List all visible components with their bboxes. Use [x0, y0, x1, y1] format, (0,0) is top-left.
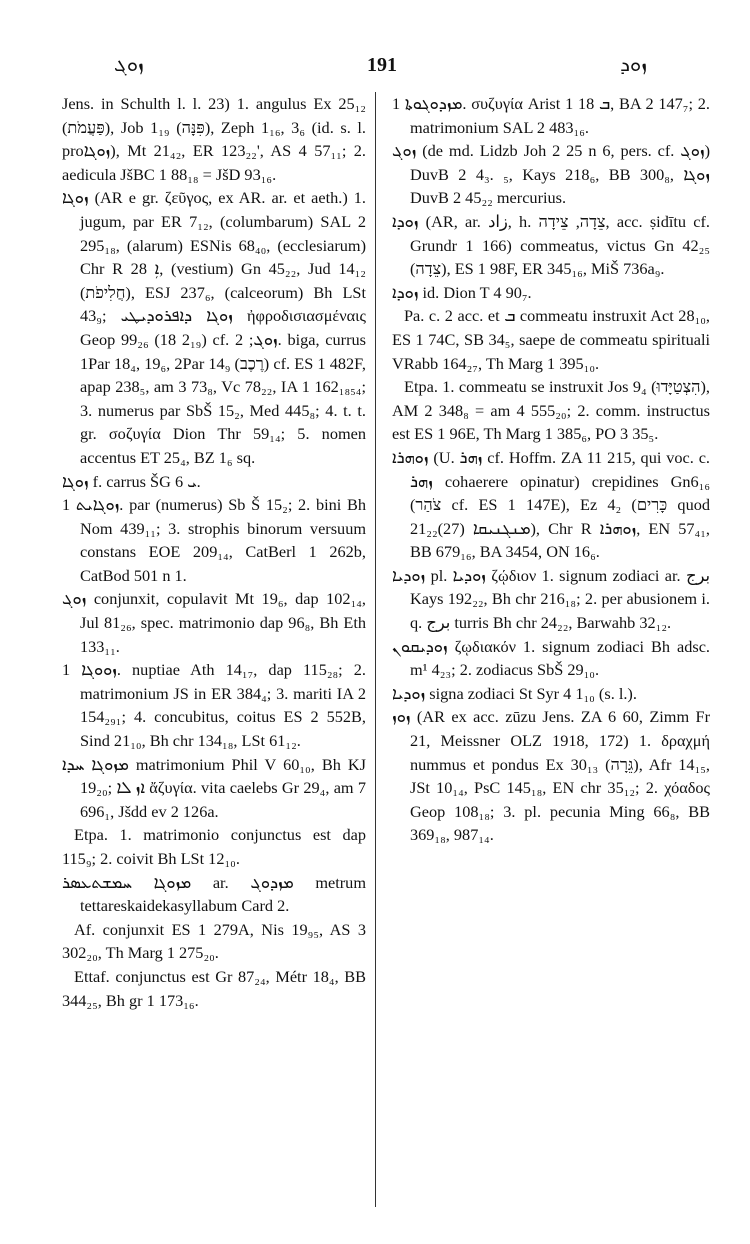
dictionary-entry: ܙܘܙ (AR ex acc. zūzu Jens. ZA 6 60, Zimm Fr 21, Meissner OLZ 1918, 172) 1. δραχμή nummus et pondus Ex 30₁₃ (גֵּרָה), Afr 14₁₅, JSt 10₁₄, PsC 145₁₈, EN chr 35₁₂; 2. χόαδος Geop 108₁₈; 3. pl. pecunia Ming 66₈, BB 369₁₈, 987₁₄. [392, 707, 710, 845]
left-column [62, 92, 366, 1012]
dictionary-entry: ܙܘܓ (de md. Lidzb Joh 2 25 n 6, pers. cf. ܙܘܓ) DuvB 2 4₃. ₅, Kays 218₆, BB 300₈, ܙܘܓܐ DuvB 2 45₂₂ mercurius. [392, 141, 710, 208]
column-divider [375, 92, 376, 1207]
right-column [392, 92, 710, 847]
dictionary-entry: ܙܘܓ conjunxit, copulavit Mt 19₆, dap 102₁₄, Jul 81₂₆, spec. matrimonio dap 96₈, Bh Eth 133₁₁. [62, 589, 366, 656]
page-header [62, 50, 702, 80]
dictionary-entry: ܙܘܕܝܩܘܢ ζῳδιακόν 1. signum zodiaci Bh adsc. m¹ 4₂₃; 2. zodiacus SbŠ 29₁₀. [392, 636, 710, 680]
dictionary-entry: ܙܘܓܐ f. carrus ŠG ܝ 6. [62, 471, 201, 491]
dictionary-entry: Jens. in Schulth l. l. 23) 1. angulus Ex 25₁₂ (פַּעֲמֹת), Job 1₁₉ (פִּנָּה), Zeph 1₁₆, 3₆ (id. s. l. proܙܘܓܐ), Mt 21₄₂, ER 123₂₂', AS 4 57₁₁; 2. aedicula JšBC 1 88₁₈ = JšD 93₁₆. [62, 94, 366, 184]
dictionary-entry: Ettaf. conjunctus est Gr 87₂₄, Métr 18₄, BB 344₂₅, Bh gr 1 173₁₆. [62, 966, 366, 1010]
dictionary-entry: ܙܘܓܐ (AR e gr. ζεῦγος, ex AR. ar. et aeth.) 1. jugum, par ER 7₁₂, (columbarum) SAL 2 295₁₈, (alarum) ESNis 68₄₀, (ecclesiarum) Chr R ܐܼ 28, (vestium) Gn 45₂₂, Jud 14₁₂ (חֲלִיפֹת), ESJ 237₆, (calceorum) Bh LSt 43₉; ܙܘܓܐ ܕܐܦܪܘܕܝܛܝ ἠφροδισιασμέναις Geop 99₂₆ (18 2₁₉) cf. ܙܘܓ; 2. biga, currus 1Par 18₄, 19₆, 2Par 14₉ (רֶכֶב) cf. ES 1 482F, apap 238₅, am 3 73₈, Vc 78₂₂, IA 1 162₁₈₅₄; 3. numerus par SbŠ 15₂, Med 445₈; 4. t. t. gr. σοζυγία Dion Thr 59₁₄; 5. nomen accentus ET 25₄, BZ 1₆ sq. [62, 188, 366, 467]
dictionary-entry: ܙܘܓܐܝܬ 1. par (numerus) Sb Š 15₂; 2. bini Bh Nom 439₁₁; 3. strophis binorum versuum constans EOE 209₁₄, CatBerl 1 262b, CatBod 501 n 1. [62, 495, 366, 585]
dictionary-entry: Etpa. 1. commeatu se instruxit Jos 9₄ (הִצְטַיָּדוּ), AM 2 348₈ = am 4 555₂₀; 2. comm. instructus est ES 1 96E, Th Marg 1 385₆, PO 3 35₅. [392, 377, 710, 444]
dictionary-entry: ܡܙܕܘܓܘܬܐ 1. συζυγία Arist 1 ܒ 18, BA 2 147₇; 2. matrimonium SAL 2 483₁₆. [392, 94, 710, 137]
dictionary-entry: ܙܘܕܐ id. Dion T 4 90₇. [392, 282, 532, 302]
page-number: 191 [367, 54, 397, 76]
dictionary-entry: ܙܘܕܐ (AR, ar. زاد, h. צֵדָה, צֵידָה, acc. ṣidītu cf. Grundr 1 166) commeatus, victus Gn 42₂₅ (צֵדָה), ES 1 98F, ER 345₁₆, MiŠ 736a₉. [392, 211, 710, 279]
dictionary-entry: ܙܘܕܝܐ signa zodiaci St Syr 4 1₁₀ (s. l.). [392, 683, 637, 703]
dictionary-entry: ܙܘܗܪܐ (U. ܙܗܪ cf. Hoffm. ZA 11 215, qui voc. c. ܙܗܪ cohaerere opinatur) crepidines Gn6₁₆ (צֹהַר cf. ES 1 147E), Ez 4₂ (כָּרִים quod 21₂₂(27) ܡܢܓܢܝܩܐ), Chr R ܙܘܗܪܐ, EN 57₄₁, BB 679₁₆, BA 3454, ON 16₆. [392, 447, 710, 562]
dictionary-entry: ܡܙܘܓܐ ܚܡܫܬܥܣܪ ar. ܡܙܕܘܓ metrum tettareskaidekasyllabum Card 2. [62, 872, 366, 916]
dictionary-entry: ܙܘܕܝܐ pl. ܙܘܕܝܐ ζῴδιον 1. signum zodiaci ar. برج Kays 192₂₂, Bh chr 216₁₈; 2. per abusionem i. q. برج turris Bh chr 24₂₂, Barwahb 32₁₂. [392, 565, 710, 633]
dictionary-entry: ܙܘܘܓܐ 1. nuptiae Ath 14₁₇, dap 115₂₈; 2. matrimonium JS in ER 384₄; 3. mariti IA 2 154₂₉₁; 4. concubitus, coitus ES 2 552B, Sind 21₁₀, Bh chr 134₁₈, LSt 61₁₂. [62, 660, 366, 751]
dictionary-entry: Af. conjunxit ES 1 279A, Nis 19₉₅, AS 3 302₂₀, Th Marg 1 275₂₀. [62, 919, 366, 963]
dictionary-entry: ܡܙܘܓܐ ܚܕܐ matrimonium Phil V 60₁₀, Bh KJ 19₂₀; ܐܙ ܠܐ ἄζυγία. vita caelebs Gr 29₄, am 7 696₁, Jšdd ev 2 126a. [62, 754, 367, 821]
dictionary-entry: Pa. c. 2 acc. et ܒ commeatu instruxit Act 28₁₀, ES 1 74C, SB 34₅, saepe de commeatu spirituali VRabb 164₂₇, Th Marg 1 395₁₀. [392, 306, 711, 373]
header-left-word: ܙܘܓ [114, 52, 144, 76]
header-right-word: ܙܘܕ [620, 52, 647, 76]
dictionary-entry: Etpa. 1. matrimonio conjunctus est dap 115₉; 2. coivit Bh LSt 12₁₀. [62, 825, 366, 868]
